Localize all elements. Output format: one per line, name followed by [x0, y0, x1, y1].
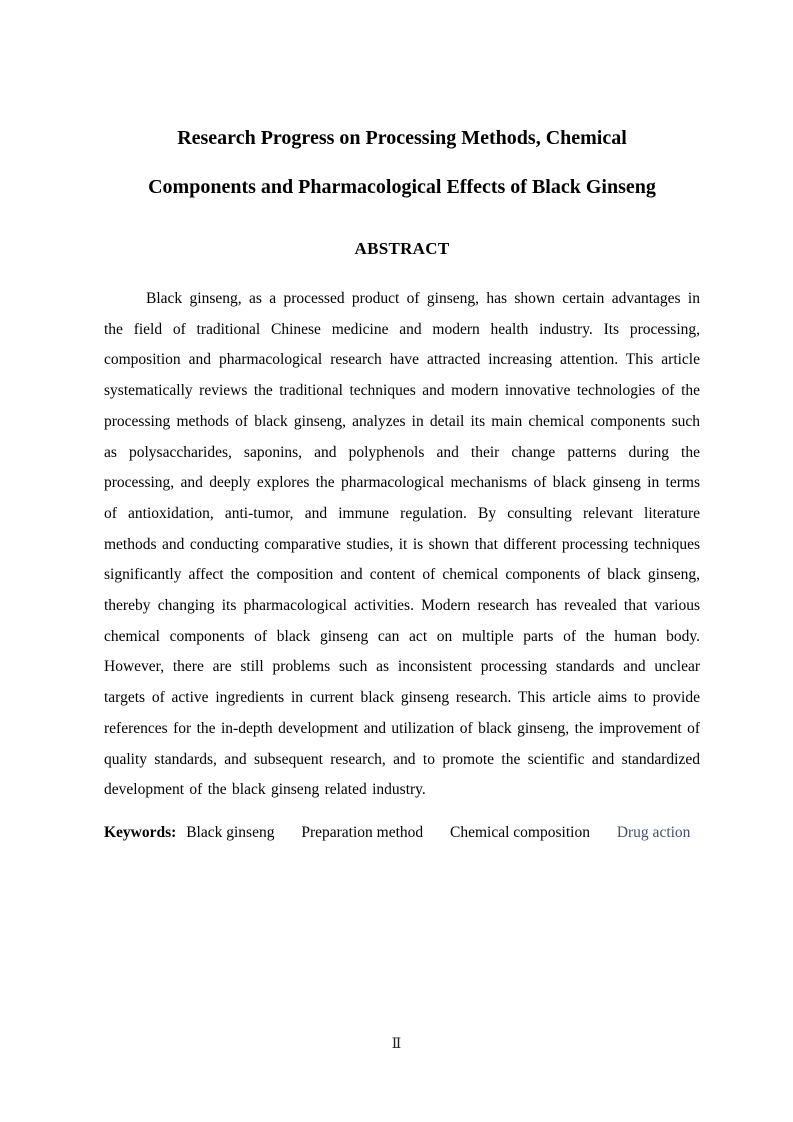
abstract-heading: ABSTRACT — [354, 239, 450, 258]
abstract-paragraph: Black ginseng, as a processed product of ginseng, has shown certain advantages in the field of traditional Chinese medicine and modern health industry. Its processing, composition and pharmacological research have attracted increasing attention. This article systematically reviews the traditional techniques and modern innovative technologies of the processing methods of black ginseng, analyzes in detail its main chemical components such as polysaccharides, saponins, and polyphenols and their change patterns during the processing, and deeply explores the pharmacological mechanisms of black ginseng in terms of antioxidation, anti-tumor, and immune regulation. By consulting relevant literature methods and conducting comparative studies, it is shown that different processing techniques significantly affect the composition and content of chemical components of black ginseng, thereby changing its pharmacological activities. Modern research has revealed that various chemical components of black ginseng can act on multiple parts of the human body. However, there are still problems such as inconsistent processing standards and unclear targets of active ingredients in current black ginseng research. This article aims to provide references for the in-depth development and utilization of black ginseng, the improvement of quality standards, and subsequent research, and to promote the scientific and standardized development of the black ginseng related industry. — [104, 290, 700, 799]
page-number: Ⅱ — [391, 1037, 402, 1052]
document-title-line1: Research Progress on Processing Methods, Chemical — [177, 127, 627, 149]
keyword-black-ginseng: Black ginseng — [186, 823, 275, 841]
keyword-preparation-method: Preparation method — [301, 823, 424, 841]
document-title-line2: Components and Pharmacological Effects of Black Ginseng — [148, 176, 656, 198]
keywords-label: Keywords: — [104, 823, 177, 841]
document-title — [104, 114, 700, 212]
keywords-line — [104, 818, 700, 848]
keyword-drug-action: Drug action — [616, 823, 691, 841]
keyword-chemical-composition: Chemical composition — [450, 823, 590, 841]
